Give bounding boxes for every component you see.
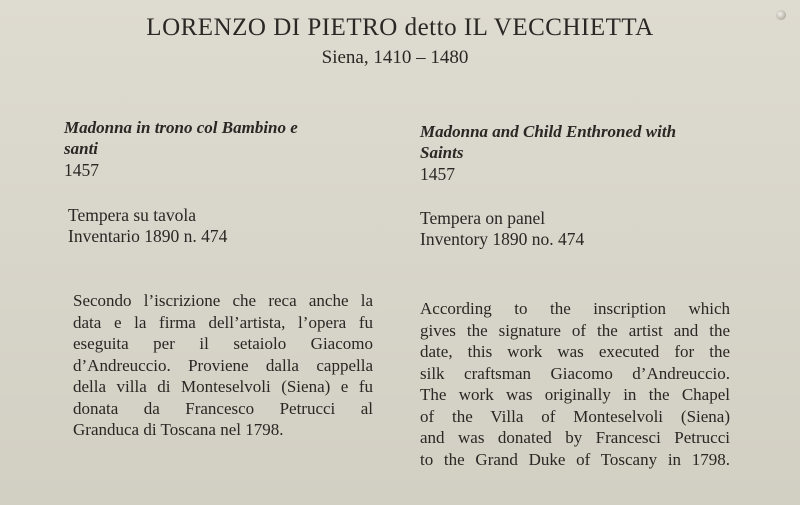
english-desc-line: gives the signature of the artist and the: [420, 320, 730, 340]
italian-desc-line: d’Andreuccio. Proviene dalla cappella: [73, 355, 373, 375]
artist-name: LORENZO DI PIETRO detto IL VECCHIETTA: [146, 14, 654, 41]
italian-description: [73, 290, 373, 441]
english-desc-line: date, this work was executed for the: [420, 342, 730, 361]
italian-title-line: santi: [64, 139, 99, 158]
italian-medium-block: [64, 205, 364, 247]
italian-work-title: [64, 117, 364, 159]
english-title-line: Saints: [420, 143, 464, 162]
italian-desc-line: data e la firma dell’artista, l’opera fu: [73, 312, 373, 332]
italian-column: [64, 117, 364, 247]
artist-place-dates: Siena, 1410 – 1480: [321, 47, 469, 68]
english-year: 1457: [420, 164, 455, 184]
english-column: [420, 121, 750, 250]
italian-desc-line: donata da Francesco Petrucci al: [73, 398, 373, 418]
english-work-title: [420, 121, 750, 163]
english-description: [420, 298, 730, 470]
italian-inventory: Inventario 1890 n. 474: [68, 226, 228, 246]
italian-desc-line: eseguita per il setaiolo Giacomo: [73, 334, 373, 353]
italian-desc-line: Secondo l’iscrizione che reca anche la: [73, 291, 373, 310]
italian-medium: Tempera su tavola: [68, 205, 197, 225]
italian-desc-line: della villa di Monteselvoli (Siena) e fu: [73, 377, 373, 396]
english-title-line: Madonna and Child Enthroned with: [420, 122, 677, 141]
english-desc-line: and was donated by Francesci Petrucci: [420, 428, 730, 447]
english-inventory: Inventory 1890 no. 474: [420, 229, 585, 249]
english-desc-line: to the Grand Duke of Toscany in 1798.: [420, 449, 730, 469]
english-desc-line: of the Villa of Monteselvoli (Siena): [420, 406, 730, 426]
english-medium: Tempera on panel: [420, 208, 546, 228]
italian-title-line: Madonna in trono col Bambino e: [64, 118, 298, 137]
italian-year: 1457: [64, 160, 99, 180]
english-desc-line: silk craftsman Giacomo d’Andreuccio.: [420, 363, 730, 383]
italian-desc-line: Granduca di Toscana nel 1798.: [73, 420, 284, 439]
english-desc-line: According to the inscription which: [420, 299, 730, 318]
english-medium-block: [420, 208, 750, 250]
english-desc-line: The work was originally in the Chapel: [420, 385, 730, 404]
